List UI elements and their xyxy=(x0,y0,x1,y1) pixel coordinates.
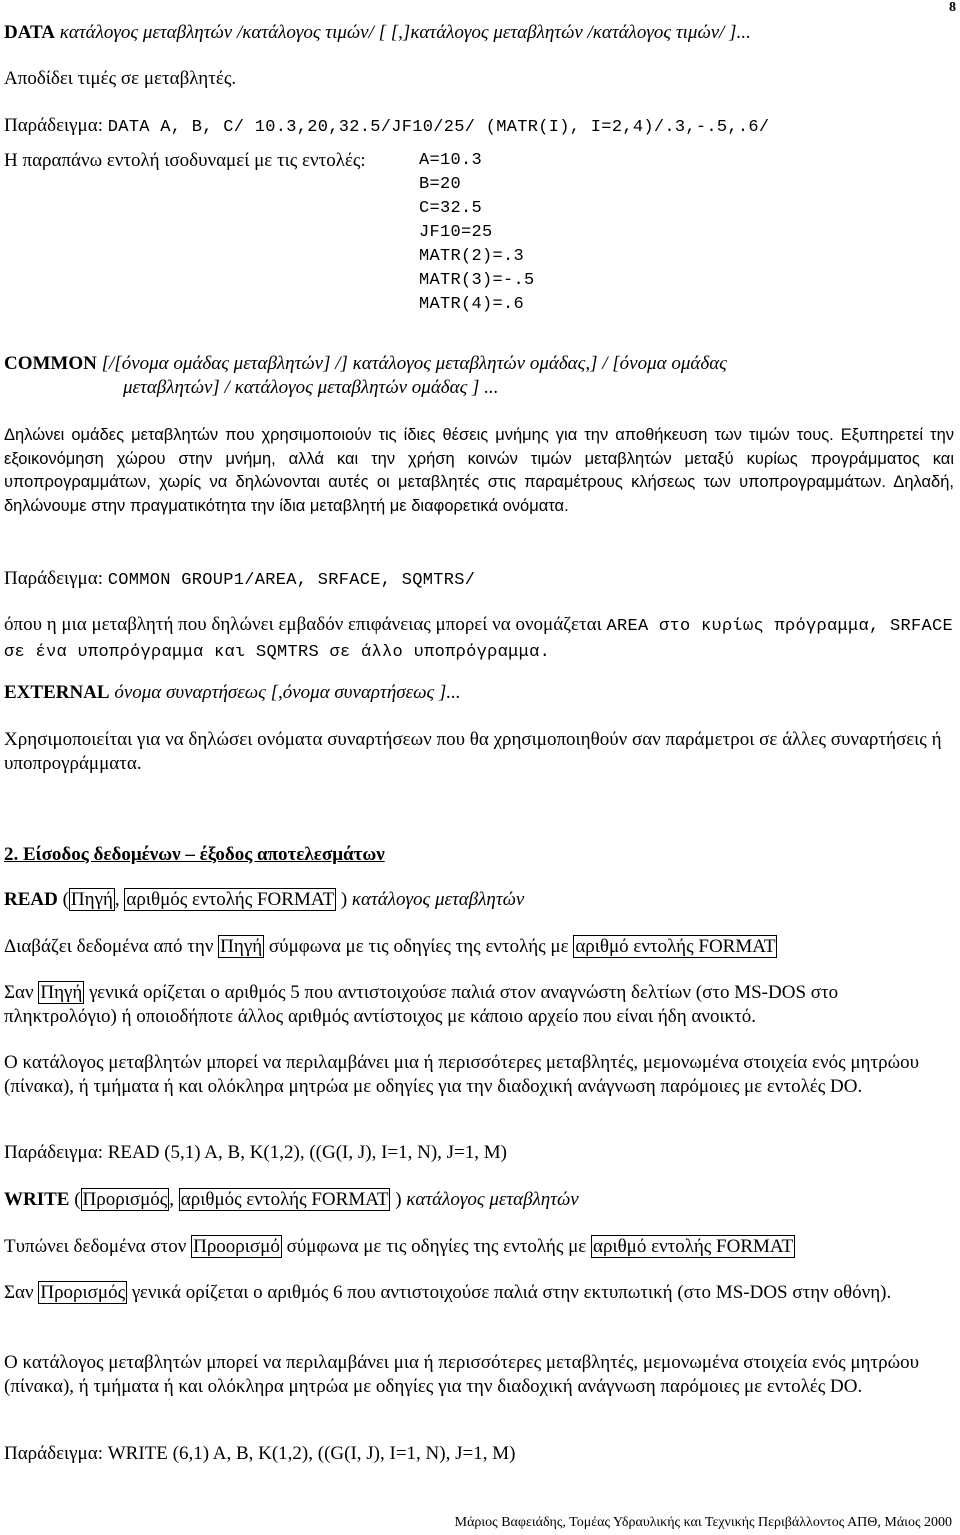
write-dest-box: Προρισμός xyxy=(82,1189,168,1210)
data-example-code: DATA A, B, C/ 10.3,20,32.5/JF10/25/ (MATR(I), I=2,4)/.3,-.5,.6/ xyxy=(107,118,770,137)
read-desc2: Σαν Πηγή γενικά ορίζεται ο αριθμός 5 που αντιστοιχούσε παλιά στον αναγνώστη δελτίων (στο MS-DOS στο πληκτρολόγιο) ή οποιοδήποτε άλλος αριθμός αντίστοιχος με κάποιο αρχείο που είναι ήδη ανοικτό. xyxy=(4,982,839,1027)
write-syntax: WRITE ( Προρισμός , αριθμός εντολής FORMAT ) κατάλογος μεταβλητών xyxy=(4,1189,579,1210)
data-syntax xyxy=(4,21,954,45)
equiv-line: MATR(3)=-.5 xyxy=(419,271,535,290)
read-example: Παράδειγμα: READ (5,1) A, B, K(1,2), ((G(I, J), I=1, N), J=1, M) xyxy=(4,1142,507,1163)
data-equiv-label: Η παραπάνω εντολή ισοδυναμεί με τις εντολές: xyxy=(4,150,366,171)
write-desc2: Σαν Προρισμός γενικά ορίζεται ο αριθμός 6 που αντιστοιχούσε παλιά στην εκτυπωτική (στο MS-DOS στην οθόνη). xyxy=(4,1282,892,1303)
external-syntax: EXTERNAL όνομα συναρτήσεως [,όνομα συναρτήσεως ]... xyxy=(4,682,461,703)
equiv-line: MATR(2)=.3 xyxy=(419,247,525,266)
external-keyword: EXTERNAL xyxy=(4,682,110,703)
read-source-box: Πηγή xyxy=(70,889,113,910)
write-desc3: Ο κατάλογος μεταβλητών μπορεί να περιλαμβάνει μια ή περισσότερες μεταβλητές, μεμονωμένα στοιχεία ενός μητρώου (πίνακα), ή τμήματα ή και ολόκληρα μητρώα με οδηγίες για την διαδοχική ανάγνωση παρόμοιες με εντολές DO. xyxy=(4,1352,920,1397)
page-footer: Μάριος Βαφειάδης, Τομέας Υδραυλικής και Τεχνικής Περιβάλλοντος ΑΠΘ, Μάιος 2000 xyxy=(454,1515,952,1530)
equiv-line: JF10=25 xyxy=(419,223,493,242)
equiv-line: B=20 xyxy=(419,175,462,194)
data-description: Αποδίδει τιμές σε μεταβλητές. xyxy=(4,68,237,89)
write-desc1: Τυπώνει δεδομένα στον Προορισμό σύμφωνα με τις οδηγίες της εντολής με αριθμό εντολής FORMAT xyxy=(4,1236,794,1257)
write-keyword: WRITE xyxy=(4,1189,70,1210)
equiv-line: MATR(4)=.6 xyxy=(419,295,525,314)
equiv-line: C=32.5 xyxy=(419,199,483,218)
read-desc3: Ο κατάλογος μεταβλητών μπορεί να περιλαμβάνει μια ή περισσότερες μεταβλητές, μεμονωμένα στοιχεία ενός μητρώου (πίνακα), ή τμήματα ή και ολόκληρα μητρώα με οδηγίες για την διαδοχική ανάγνωση παρόμοιες με εντολές DO. xyxy=(4,1052,920,1097)
write-example: Παράδειγμα: WRITE (6,1) A, B, K(1,2), ((G(I, J), I=1, N), J=1, M) xyxy=(4,1443,516,1464)
common-note: όπου η μια μεταβλητή που δηλώνει εμβαδόν επιφάνειας μπορεί να ονομάζεται AREA στο κυρίως πρόγραμμα, SRFACE σε ένα υποπρόγραμμα και SQMTRS σε άλλο υποπρόγραμμα. xyxy=(4,614,954,662)
data-syntax-text: κατάλογος μεταβλητών /κατάλογος τιμών/ [ [,]κατάλογος μεταβλητών /κατάλογος τιμών/ ]... xyxy=(59,22,751,43)
common-syntax: COMMON [/[όνομα ομάδας μεταβλητών] /] κατάλογος μεταβλητών ομάδας,] / [όνομα ομάδας μεταβλητών] / κατάλογος μεταβλητών ομάδας ] ... xyxy=(4,353,727,398)
data-keyword: DATA xyxy=(4,22,56,43)
read-desc1: Διαβάζει δεδομένα από την Πηγή σύμφωνα με τις οδηγίες της εντολής με αριθμό εντολής FORMAT xyxy=(4,936,776,957)
common-example-code: COMMON GROUP1/AREA, SRFACE, SQMTRS/ xyxy=(107,571,476,590)
external-description: Χρησιμοποιείται για να δηλώσει ονόματα συναρτήσεων που θα χρησιμοποιηθούν σαν παράμετροι σε άλλες συναρτήσεις ή υποπρογράμματα. xyxy=(4,729,942,774)
read-keyword: READ xyxy=(4,889,58,910)
data-example: Παράδειγμα: DATA A, B, C/ 10.3,20,32.5/JF10/25/ (MATR(I), I=2,4)/.3,-.5,.6/ xyxy=(4,115,770,137)
equiv-line: A=10.3 xyxy=(419,151,483,170)
read-syntax: READ ( Πηγή , αριθμός εντολής FORMAT ) κατάλογος μεταβλητών xyxy=(4,889,525,910)
common-description: Δηλώνει ομάδες μεταβλητών που χρησιμοποιούν τις ίδιες θέσεις μνήμης για την αποθήκευση των τιμών τους. Εξυπηρετεί την εξοικονόμηση χώρου στην μνήμη, αλλά και την χρήση κοινών τιμών μεταβλητών μεταξύ κυρίως προγράμματος και υποπρογραμμάτων, χωρίς να δηλώνονται αυτές οι μεταβλητές στις παραμέτρους κλήσεως των υποπρογραμμάτων. Δηλαδή, δηλώνουμε στην πραγματικότητα την ίδια μεταβλητή με διαφορετικά ονόματα. xyxy=(4,426,954,516)
common-example: Παράδειγμα: COMMON GROUP1/AREA, SRFACE, SQMTRS/ xyxy=(4,568,476,590)
page-number: 8 xyxy=(949,0,956,15)
common-keyword: COMMON xyxy=(4,353,97,374)
write-format-box: αριθμός εντολής FORMAT xyxy=(180,1189,389,1210)
read-format-box: αριθμός εντολής FORMAT xyxy=(126,889,335,910)
section-heading: 2. Είσοδος δεδομένων – έξοδος αποτελεσμάτων xyxy=(4,844,385,865)
